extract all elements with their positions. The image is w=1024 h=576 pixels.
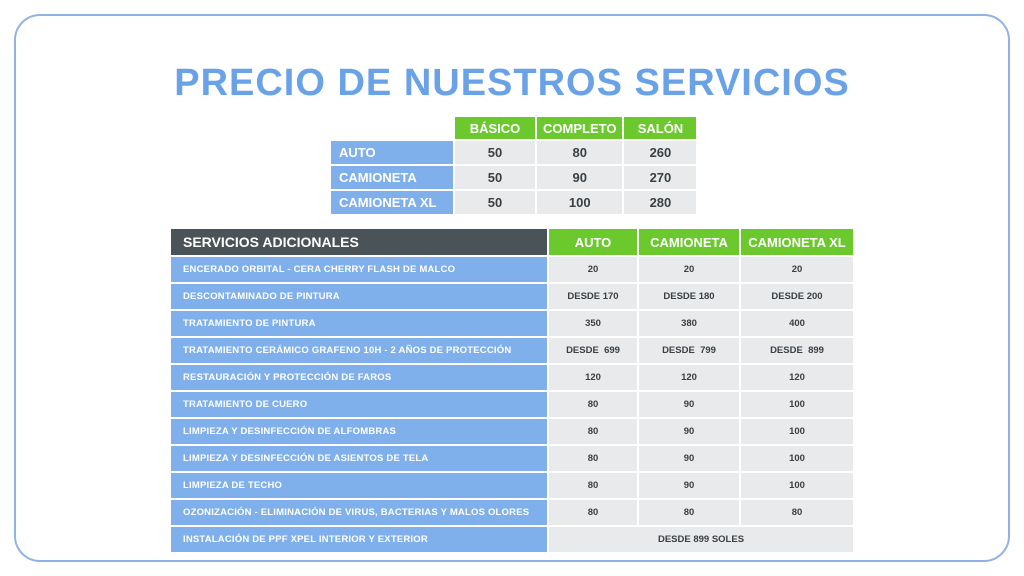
pricing-value: 260 bbox=[624, 141, 696, 164]
pricing-value: 280 bbox=[624, 191, 696, 214]
service-price: DESDE 180 bbox=[639, 284, 739, 309]
service-price: 100 bbox=[741, 419, 853, 444]
service-name: RESTAURACIÓN Y PROTECCIÓN DE FAROS bbox=[171, 365, 547, 390]
service-name: TRATAMIENTO CERÁMICO GRAFENO 10H - 2 AÑOS DE PROTECCIÓN bbox=[171, 338, 547, 363]
service-price: 120 bbox=[741, 365, 853, 390]
services-table bbox=[169, 227, 855, 554]
service-price: 100 bbox=[741, 446, 853, 471]
service-name: OZONIZACIÓN - ELIMINACIÓN DE VIRUS, BACTERIAS Y MALOS OLORES bbox=[171, 500, 547, 525]
pricing-value: 50 bbox=[455, 141, 535, 164]
pricing-corner bbox=[331, 117, 453, 139]
pricing-value: 100 bbox=[537, 191, 622, 214]
service-name: LIMPIEZA DE TECHO bbox=[171, 473, 547, 498]
pricing-header-salon: SALÓN bbox=[624, 117, 696, 139]
service-name: TRATAMIENTO DE PINTURA bbox=[171, 311, 547, 336]
service-price: 80 bbox=[549, 473, 637, 498]
service-price: DESDE 200 bbox=[741, 284, 853, 309]
service-price: 80 bbox=[549, 446, 637, 471]
service-name: DESCONTAMINADO DE PINTURA bbox=[171, 284, 547, 309]
service-price: 120 bbox=[639, 365, 739, 390]
service-row bbox=[171, 446, 853, 471]
service-name: INSTALACIÓN DE PPF XPEL INTERIOR Y EXTERIOR bbox=[171, 527, 547, 552]
service-price: 380 bbox=[639, 311, 739, 336]
pricing-value: 90 bbox=[537, 166, 622, 189]
service-row bbox=[171, 473, 853, 498]
service-price-merged: DESDE 899 SOLES bbox=[549, 527, 853, 552]
service-price: 80 bbox=[549, 500, 637, 525]
service-row-ppf bbox=[171, 527, 853, 552]
services-header-title: SERVICIOS ADICIONALES bbox=[171, 229, 547, 255]
service-row bbox=[171, 500, 853, 525]
services-header-auto: AUTO bbox=[549, 229, 637, 255]
service-price: 90 bbox=[639, 419, 739, 444]
pricing-header-completo: COMPLETO bbox=[537, 117, 622, 139]
service-row bbox=[171, 284, 853, 309]
pricing-table bbox=[329, 115, 698, 216]
service-price: 90 bbox=[639, 473, 739, 498]
service-price: 100 bbox=[741, 473, 853, 498]
services-header-camioneta-xl: CAMIONETA XL bbox=[741, 229, 853, 255]
services-header-camioneta: CAMIONETA bbox=[639, 229, 739, 255]
pricing-vehicle-label: CAMIONETA bbox=[331, 166, 453, 189]
services-header-row bbox=[171, 229, 853, 255]
service-name: LIMPIEZA Y DESINFECCIÓN DE ASIENTOS DE TELA bbox=[171, 446, 547, 471]
service-price: 90 bbox=[639, 446, 739, 471]
service-price: 20 bbox=[549, 257, 637, 282]
service-price: DESDE 699 bbox=[549, 338, 637, 363]
pricing-value: 270 bbox=[624, 166, 696, 189]
pricing-header-row bbox=[331, 117, 696, 139]
service-price: 80 bbox=[741, 500, 853, 525]
service-row bbox=[171, 311, 853, 336]
service-price: 80 bbox=[549, 392, 637, 417]
service-row bbox=[171, 419, 853, 444]
service-name: LIMPIEZA Y DESINFECCIÓN DE ALFOMBRAS bbox=[171, 419, 547, 444]
service-price: 80 bbox=[639, 500, 739, 525]
service-name: TRATAMIENTO DE CUERO bbox=[171, 392, 547, 417]
page-title: PRECIO DE NUESTROS SERVICIOS bbox=[174, 62, 850, 104]
pricing-vehicle-label: CAMIONETA XL bbox=[331, 191, 453, 214]
pricing-vehicle-label: AUTO bbox=[331, 141, 453, 164]
pricing-value: 50 bbox=[455, 166, 535, 189]
service-price: 400 bbox=[741, 311, 853, 336]
service-name: ENCERADO ORBITAL - CERA CHERRY FLASH DE MALCO bbox=[171, 257, 547, 282]
service-price: 20 bbox=[741, 257, 853, 282]
service-price: 80 bbox=[549, 419, 637, 444]
service-price: 350 bbox=[549, 311, 637, 336]
service-row bbox=[171, 338, 853, 363]
service-price: DESDE 899 bbox=[741, 338, 853, 363]
service-row bbox=[171, 392, 853, 417]
service-price: 90 bbox=[639, 392, 739, 417]
pricing-value: 80 bbox=[537, 141, 622, 164]
pricing-row bbox=[331, 191, 696, 214]
service-row bbox=[171, 257, 853, 282]
pricing-row bbox=[331, 141, 696, 164]
service-price: 100 bbox=[741, 392, 853, 417]
service-row bbox=[171, 365, 853, 390]
service-price: 20 bbox=[639, 257, 739, 282]
pricing-value: 50 bbox=[455, 191, 535, 214]
pricing-header-basico: BÁSICO bbox=[455, 117, 535, 139]
pricing-row bbox=[331, 166, 696, 189]
service-price: 120 bbox=[549, 365, 637, 390]
service-price: DESDE 170 bbox=[549, 284, 637, 309]
service-price: DESDE 799 bbox=[639, 338, 739, 363]
